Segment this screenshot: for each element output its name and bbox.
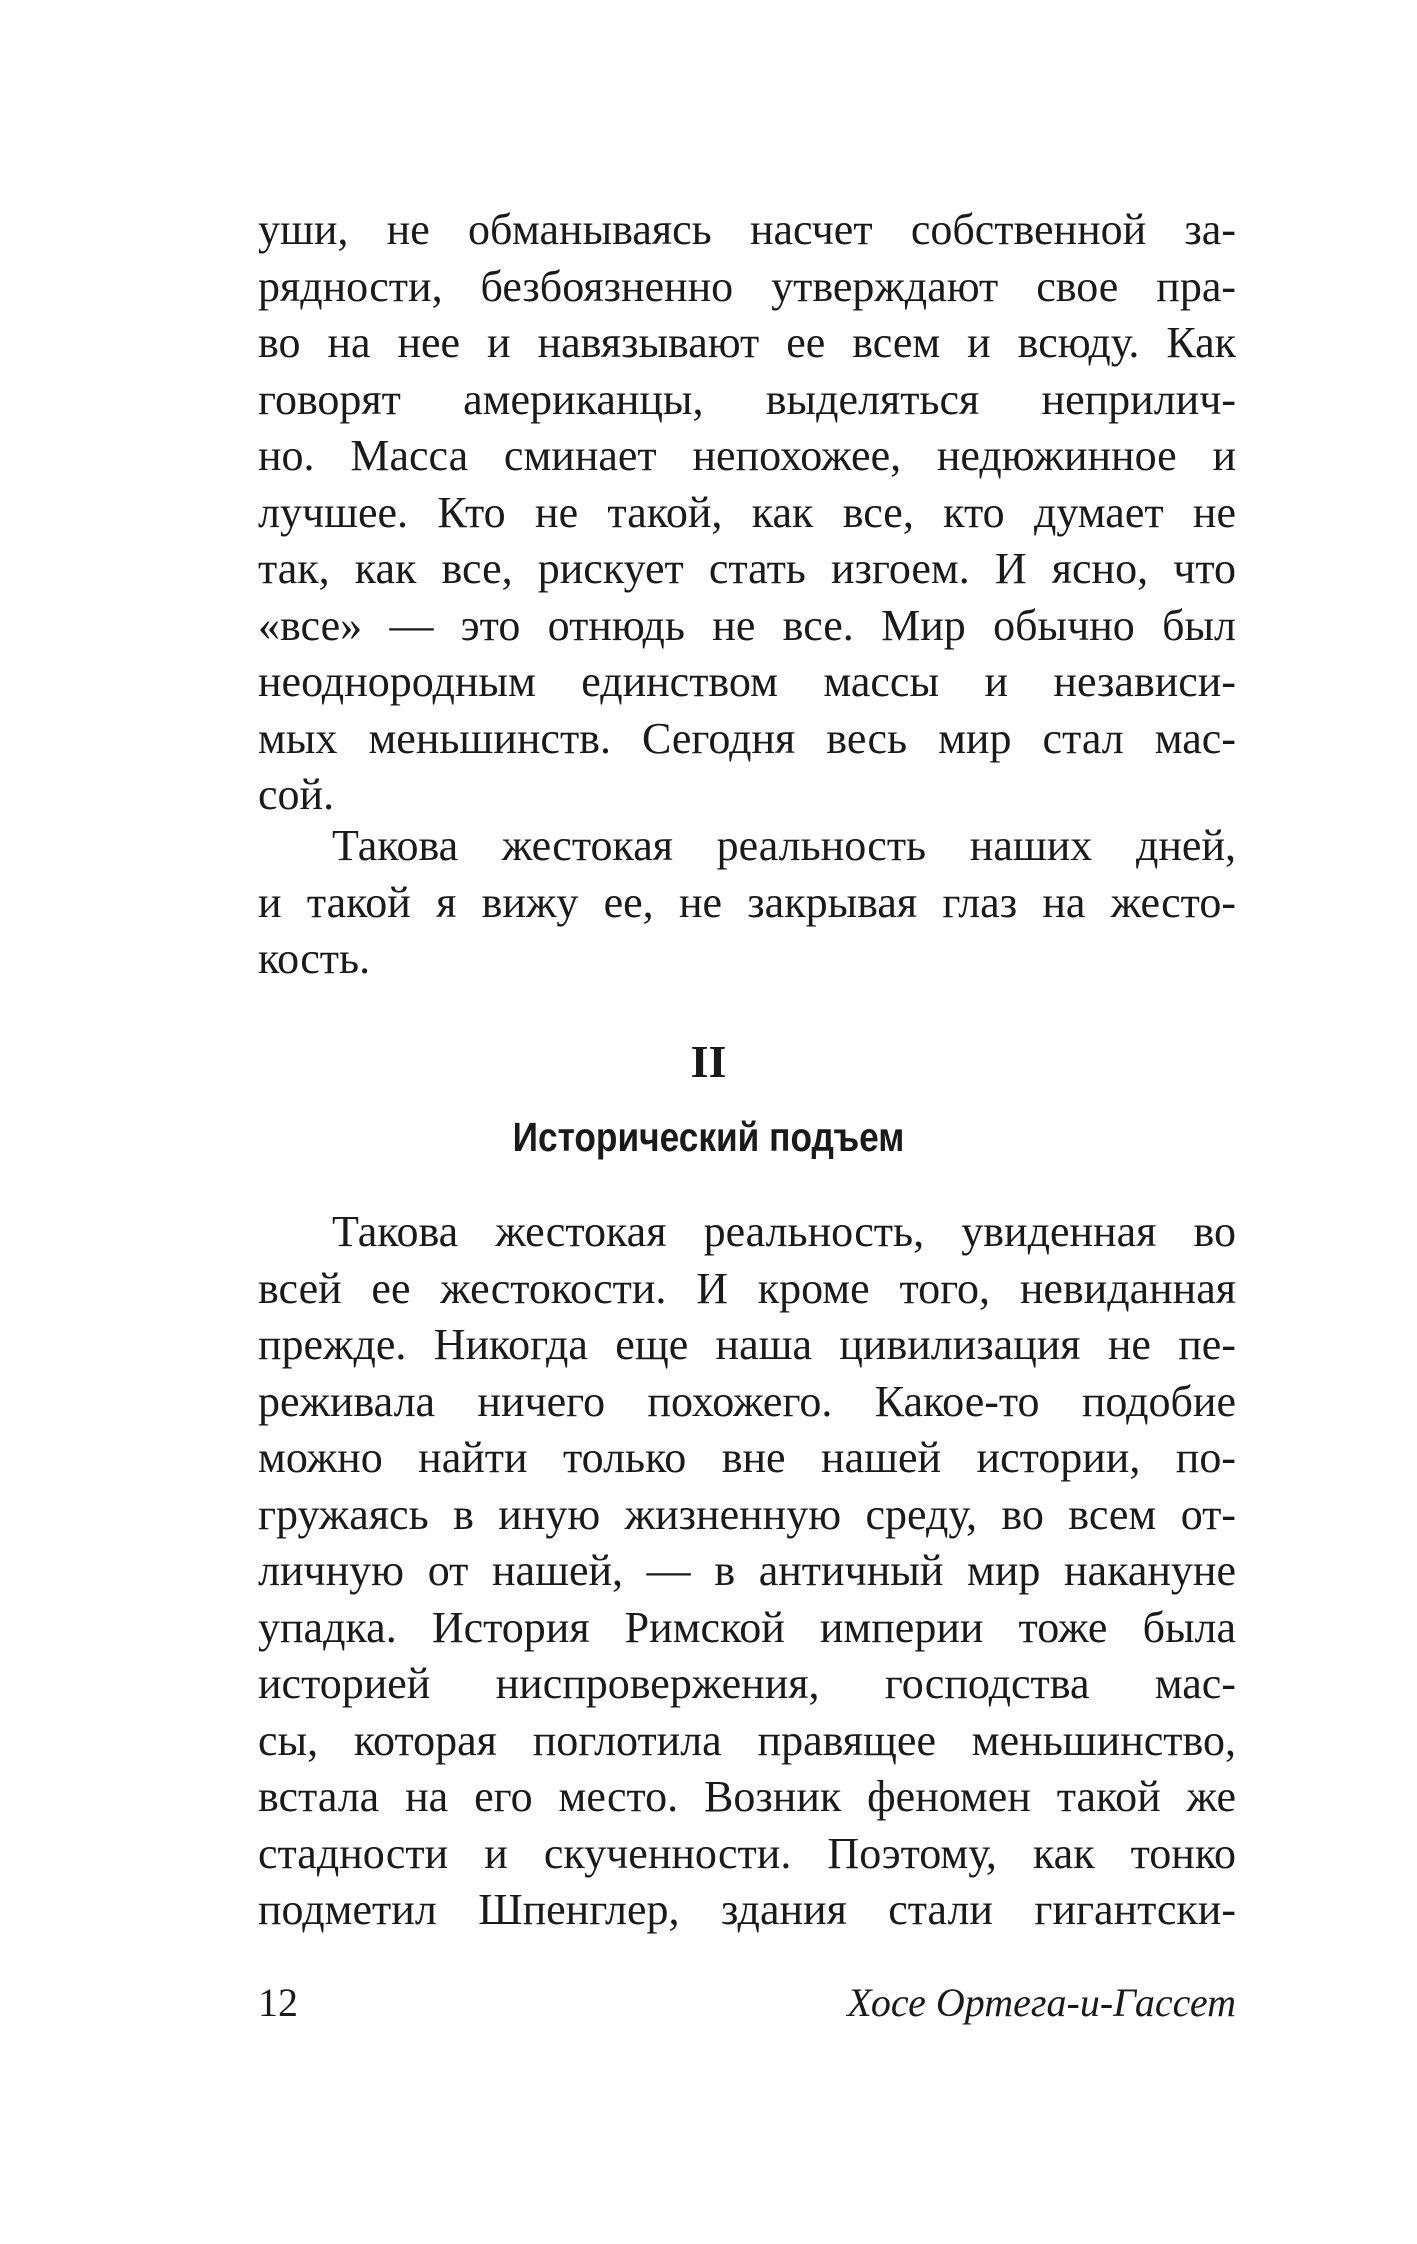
page-number: 12: [258, 1980, 298, 2025]
text-line: лучшее. Кто не такой, как все, кто думает не: [258, 487, 1236, 537]
text-line: стадности и скученности. Поэтому, как тонко: [258, 1828, 1236, 1878]
text-line: Такова жестокая реальность, увиденная во: [332, 1207, 1236, 1256]
text-line: гружаясь в иную жизненную среду, во всем от-: [258, 1489, 1236, 1539]
text-line: неоднородным единством массы и независи-: [258, 657, 1236, 706]
running-author: Хосе Ортега-и-Гассет: [847, 1980, 1236, 2025]
text-line: так, как все, рискует стать изгоем. И ясно, что: [258, 544, 1236, 593]
paragraph-3: [258, 1204, 1236, 1939]
text-line: во на нее и навязывают ее всем и всюду. Как: [258, 318, 1236, 367]
text-line: встала на его место. Возник феномен такой же: [258, 1772, 1236, 1821]
chapter-title: Исторический подъем: [512, 1114, 905, 1160]
text-line: уши, не обманываясь насчет собственной за-: [258, 205, 1236, 254]
text-line: всей ее жестокости. И кроме того, невиданная: [258, 1263, 1236, 1313]
text-line: сой.: [258, 770, 335, 819]
text-line: кость.: [258, 934, 371, 983]
text-line: упадка. История Римской империи тоже была: [258, 1602, 1236, 1652]
text-line: личную от нашей, — в античный мир накануне: [258, 1546, 1236, 1595]
text-line: но. Масса сминает непохожее, недюжинное и: [258, 431, 1236, 480]
text-line: Такова жестокая реальность наших дней,: [332, 821, 1236, 870]
text-line: реживала ничего похожего. Какое-то подобие: [258, 1376, 1236, 1426]
text-line: и такой я вижу ее, не закрывая глаз на жесто-: [258, 877, 1236, 927]
text-line: рядности, безбоязненно утверждают свое пра-: [258, 261, 1236, 311]
text-line: прежде. Никогда еще наша цивилизация не пе-: [258, 1320, 1236, 1369]
text-line: сы, которая поглотила правящее меньшинство,: [258, 1715, 1236, 1765]
text-line: «все» — это отнюдь не все. Мир обычно был: [258, 600, 1236, 650]
text-line: историей ниспровержения, господства мас-: [258, 1659, 1236, 1708]
chapter-number: II: [690, 1036, 727, 1087]
text-line: подметил Шпенглер, здания стали гигантски-: [258, 1885, 1236, 1934]
text-line: мых меньшинств. Сегодня весь мир стал мас-: [258, 713, 1236, 763]
paragraph-1: [258, 202, 1236, 824]
paragraph-2: [258, 818, 1236, 988]
text-line: говорят американцы, выделяться неприлич-: [258, 374, 1236, 424]
text-line: можно найти только вне нашей истории, по-: [258, 1433, 1236, 1482]
